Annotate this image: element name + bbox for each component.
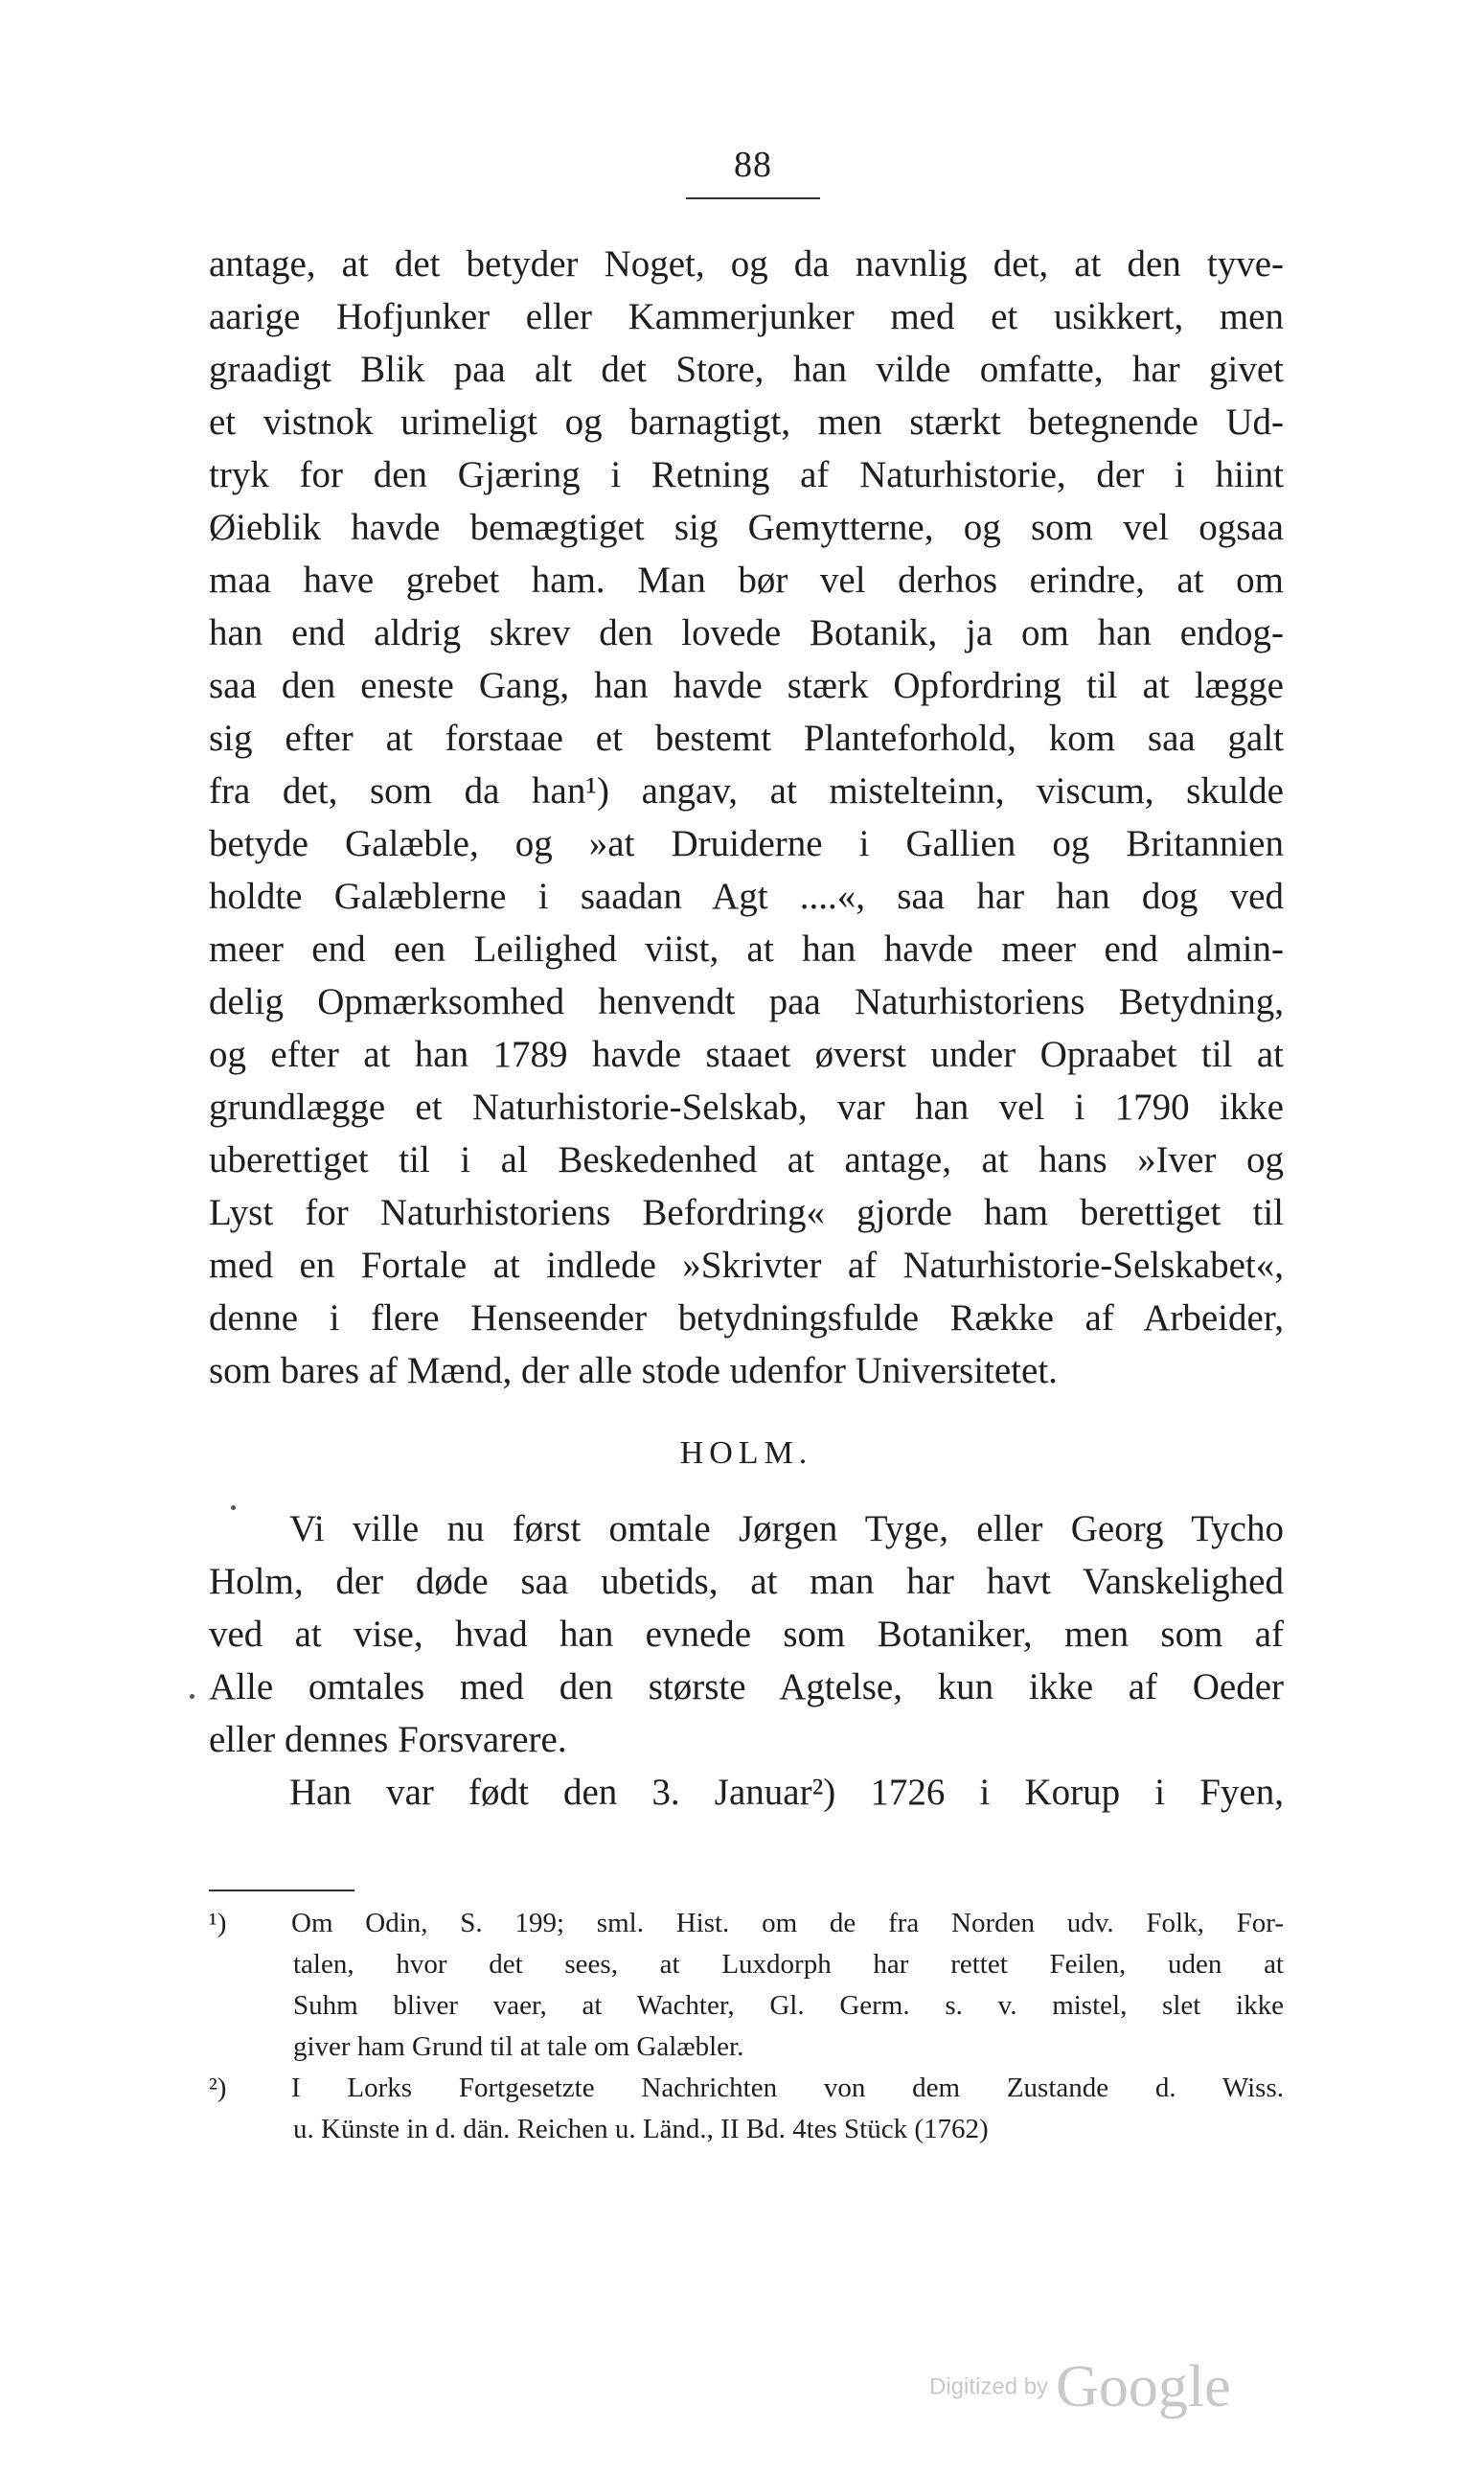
section-heading: HOLM. — [679, 1435, 813, 1471]
text-line: og efter at han 1789 havde staaet øverst under Opraabet til at — [209, 1034, 1284, 1075]
digitized-watermark — [929, 2353, 1231, 2421]
footnote-rule — [209, 1890, 354, 1891]
footnote-2-line: u. Künste in d. dän. Reichen u. Länd., II Bd. 4tes Stück (1762) — [293, 2114, 989, 2144]
text-line: sig efter at forstaae et bestemt Planteforhold, kom saa galt — [209, 718, 1284, 759]
text-line: med en Fortale at indlede »Skrivter af Naturhistorie-Selskabet«, — [209, 1245, 1284, 1286]
text-line: han end aldrig skrev den lovede Botanik, ja om han endog- — [209, 612, 1284, 653]
text-line: Vi ville nu først omtale Jørgen Tyge, eller Georg Tycho — [289, 1508, 1284, 1549]
text-line: tryk for den Gjæring i Retning af Naturhistorie, der i hiint — [209, 454, 1284, 495]
page-number-rule — [686, 197, 820, 199]
text-line: antage, at det betyder Noget, og da navnlig det, at den tyve- — [209, 243, 1284, 285]
paragraph-2 — [209, 1502, 1284, 1819]
footnote-2-marker: ²) — [209, 2073, 227, 2103]
text-line: som bares af Mænd, der alle stode udenfor Universitetet. — [209, 1350, 1058, 1391]
text-line: betyde Galæble, og »at Druiderne i Gallien og Britannien — [209, 823, 1284, 864]
text-line: graadigt Blik paa alt det Store, han vilde omfatte, har givet — [209, 349, 1284, 390]
page-number: 88 — [734, 145, 772, 185]
footnote-1-line: talen, hvor det sees, at Luxdorph har rettet Feilen, uden at — [293, 1949, 1284, 1980]
text-line: Holm, der døde saa ubetids, at man har havt Vanskelighed — [209, 1561, 1284, 1602]
text-line: grundlægge et Naturhistorie-Selskab, var han vel i 1790 ikke — [209, 1087, 1284, 1128]
text-line: et vistnok urimeligt og barnagtigt, men stærkt betegnende Ud- — [209, 401, 1284, 443]
text-line: fra det, som da han¹) angav, at mistelteinn, viscum, skulde — [209, 770, 1284, 812]
text-line: delig Opmærksomhed henvendt paa Naturhistoriens Betydning, — [209, 981, 1284, 1022]
footnote-2-line — [209, 2068, 1284, 2109]
watermark-prefix: Digitized by — [929, 2373, 1049, 2400]
text-line: saa den eneste Gang, han havde stærk Opfordring til at lægge — [209, 665, 1284, 706]
text-line: maa have grebet ham. Man bør vel derhos erindre, at om — [209, 560, 1284, 601]
footnote-2-text: I Lorks Fortgesetzte Nachrichten von dem Zustande d. Wiss. — [291, 2073, 1284, 2103]
text-line: Alle omtales med den største Agtelse, kun ikke af Oeder — [209, 1666, 1284, 1707]
text-line: Han var født den 3. Januar²) 1726 i Korup i Fyen, — [289, 1772, 1284, 1813]
footnote-1-line: Suhm bliver vaer, at Wachter, Gl. Germ. s. v. mistel, slet ikke — [293, 1990, 1284, 2021]
paragraph-1 — [209, 238, 1284, 1397]
footnote-1-text: Om Odin, S. 199; sml. Hist. om de fra Norden udv. Folk, For- — [291, 1908, 1284, 1938]
text-line: eller dennes Forsvarere. — [209, 1719, 567, 1760]
footnote-1-line — [209, 1903, 1284, 1944]
footnote-1-line: giver ham Grund til at tale om Galæbler. — [293, 2031, 744, 2062]
text-line: holdte Galæblerne i saadan Agt ....«, saa har han dog ved — [209, 876, 1284, 917]
watermark-brand: Google — [1056, 2354, 1231, 2419]
footnote-1-marker: ¹) — [209, 1908, 227, 1938]
text-line: Lyst for Naturhistoriens Befordring« gjorde ham berettiget til — [209, 1192, 1284, 1233]
text-line: denne i flere Henseender betydningsfulde Række af Arbeider, — [209, 1297, 1284, 1339]
text-line: meer end een Leilighed viist, at han havde meer end almin- — [209, 928, 1284, 970]
print-speck — [190, 1694, 194, 1699]
text-line: ved at vise, hvad han evnede som Botaniker, men som af — [209, 1614, 1284, 1655]
text-line: uberettiget til i al Beskedenhed at antage, at hans »Iver og — [209, 1139, 1284, 1180]
text-line: Øieblik havde bemægtiget sig Gemytterne, og som vel ogsaa — [209, 507, 1284, 548]
text-line: aarige Hofjunker eller Kammerjunker med et usikkert, men — [209, 296, 1284, 337]
footnotes — [209, 1903, 1284, 2150]
